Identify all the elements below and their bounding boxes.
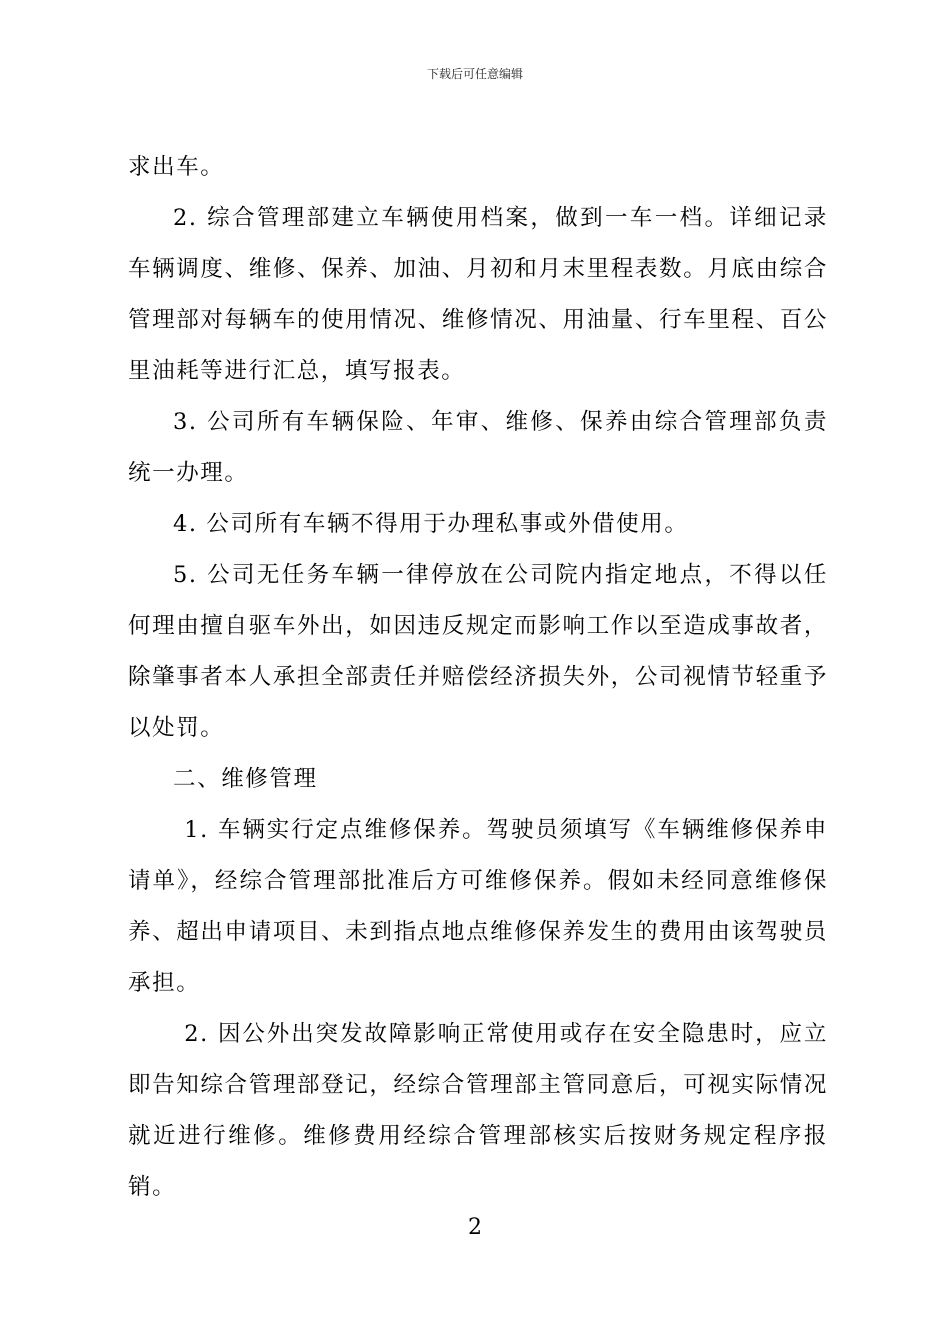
paragraph-continuation: 求出车。	[128, 154, 225, 180]
paragraph-maintenance-item-2: 2. 因公外出突发故障影响正常使用或存在安全隐患时，应立即告知综合管理部登记，经综合管理部主管同意后，可视实际情况就近进行维修。维修费用经综合管理部核实后按财务规定程序报销。	[128, 1021, 828, 1200]
paragraph-item-3-insurance: 3. 公司所有车辆保险、年审、维修、保养由综合管理部负责统一办理。	[128, 409, 828, 486]
section-heading-maintenance: 二、维修管理	[173, 766, 318, 792]
paragraph-maintenance-item-1: 1. 车辆实行定点维修保养。驾驶员须填写《车辆维修保养申请单》，经综合管理部批准后方可维修保养。假如未经同意维修保养、超出申请项目、未到指点地点维修保养发生的费用由该驾驶员承担。	[128, 817, 828, 996]
page-number: 2	[468, 1215, 482, 1240]
header-note: 下载后可任意编辑	[426, 67, 523, 81]
paragraph-item-5-parking: 5. 公司无任务车辆一律停放在公司院内指定地点，不得以任何理由擅自驱车外出，如因违反规定而影响工作以至造成事故者，除肇事者本人承担全部责任并赔偿经济损失外，公司视情节轻重予以处罚。	[128, 562, 828, 741]
document-body	[128, 142, 828, 1213]
paragraph-item-4-private-use: 4. 公司所有车辆不得用于办理私事或外借使用。	[173, 511, 689, 537]
paragraph-item-2-vehicle-records: 2. 综合管理部建立车辆使用档案，做到一车一档。详细记录车辆调度、维修、保养、加油、月初和月末里程表数。月底由综合管理部对每辆车的使用情况、维修情况、用油量、行车里程、百公里油耗等进行汇总，填写报表。	[128, 205, 828, 384]
